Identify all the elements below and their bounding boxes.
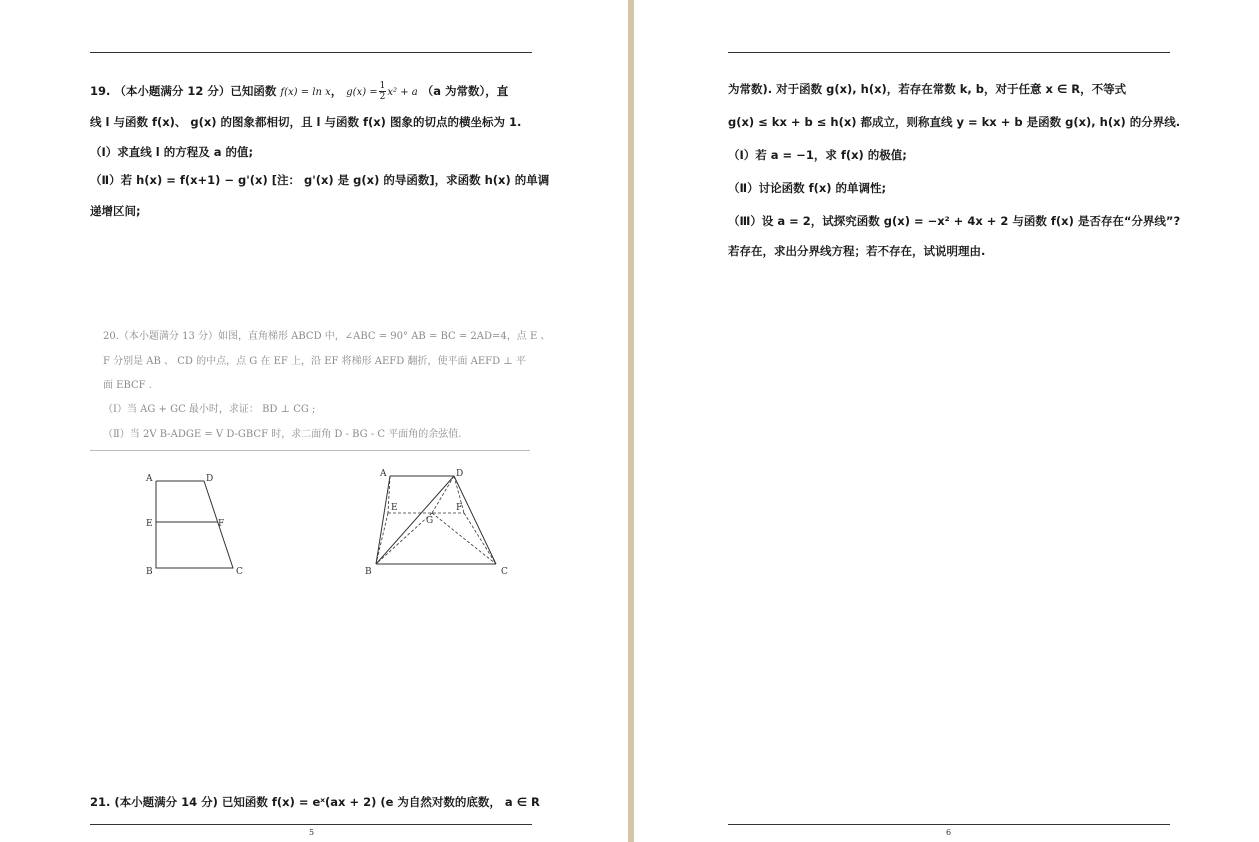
q21-part2: （Ⅱ）讨论函数 f(x) 的单调性; xyxy=(728,181,887,195)
fraction-one-half: $\frac{1}{2}$ xyxy=(379,81,386,102)
q21-part1: （Ⅰ）若 a = −1，求 f(x) 的极值; xyxy=(728,148,907,162)
q21-cont-line1: 为常数). 对于函数 g(x), h(x)，若存在常数 k, b，对于任意 x ∈ R，不等式 xyxy=(728,82,1127,96)
label-f: F xyxy=(218,519,225,529)
q21-cont-line2: g(x) ≤ kx + b ≤ h(x) 都成立，则称直线 y = kx + b 是函数 g(x), h(x) 的分界线. xyxy=(728,115,1181,129)
label-c: C xyxy=(236,567,243,577)
q20-part1: （Ⅰ）当 AG + GC 最小时，求证： BD ⊥ CG ; xyxy=(103,404,316,415)
footer-rule xyxy=(90,824,532,825)
q19-part2-cont: 递增区间; xyxy=(90,204,141,218)
q19-part2: （Ⅱ）若 h(x) = f(x+1) − g'(x) [注： g'(x) 是 g(x) 的导函数]，求函数 h(x) 的单调 xyxy=(90,173,550,187)
label-e: E xyxy=(146,519,153,529)
folded-solid-figure xyxy=(362,466,522,578)
right-page xyxy=(634,0,1259,842)
q20-line3: 面 EBCF . xyxy=(103,380,152,391)
label-b: B xyxy=(146,567,153,577)
q20-part2: （Ⅱ）当 2V B-ADGE = V D-GBCF 时，求二面角 D - BG - C 平面角的余弦值. xyxy=(103,429,462,440)
label-d2: D xyxy=(456,469,464,479)
q21-part3-cont: 若存在，求出分界线方程；若不存在，试说明理由. xyxy=(728,244,986,258)
label-b2: B xyxy=(365,567,372,577)
q21-line1: 21. (本小题满分 14 分) 已知函数 f(x) = eˣ(ax + 2) (e 为自然对数的底数， a ∈ R xyxy=(90,795,540,809)
q21-part3: （Ⅲ）设 a = 2，试探究函数 g(x) = −x² + 4x + 2 与函数 f(x) 是否存在“分界线”? xyxy=(728,214,1181,228)
q19-line2: 线 l 与函数 f(x)、 g(x) 的图象都相切，且 l 与函数 f(x) 图象的切点的横坐标为 1. xyxy=(90,115,522,129)
footer-rule-right xyxy=(728,824,1170,825)
page-number-left: 5 xyxy=(309,828,315,837)
label-c2: C xyxy=(501,567,508,577)
page-number-right: 6 xyxy=(946,828,952,837)
header-rule-right xyxy=(728,52,1170,53)
trapezoid-figure xyxy=(140,468,250,578)
label-a: A xyxy=(146,474,153,484)
label-d: D xyxy=(206,474,214,484)
label-g2: G xyxy=(426,516,434,526)
label-e2: E xyxy=(391,503,398,513)
label-a2: A xyxy=(380,469,387,479)
q20-line1: 20.（本小题满分 13 分）如图，直角梯形 ABCD 中，∠ABC = 90° AB = BC = 2AD=4，点 E 、 xyxy=(103,331,551,342)
left-page xyxy=(0,0,628,842)
q20-line2: F 分别是 AB 、 CD 的中点，点 G 在 EF 上，沿 EF 将梯形 AEFD 翻折，使平面 AEFD ⊥ 平 xyxy=(103,356,526,367)
label-f2: F xyxy=(456,503,463,513)
q19-part1: （Ⅰ）求直线 l 的方程及 a 的值; xyxy=(90,145,254,159)
q19-line1: 19. （本小题满分 12 分）已知函数 f(x) = ln x， g(x) = $\frac{1}{2}$ x² + a （a 为常数），直 xyxy=(90,81,509,102)
header-rule xyxy=(90,52,532,53)
scan-divider xyxy=(90,450,530,451)
